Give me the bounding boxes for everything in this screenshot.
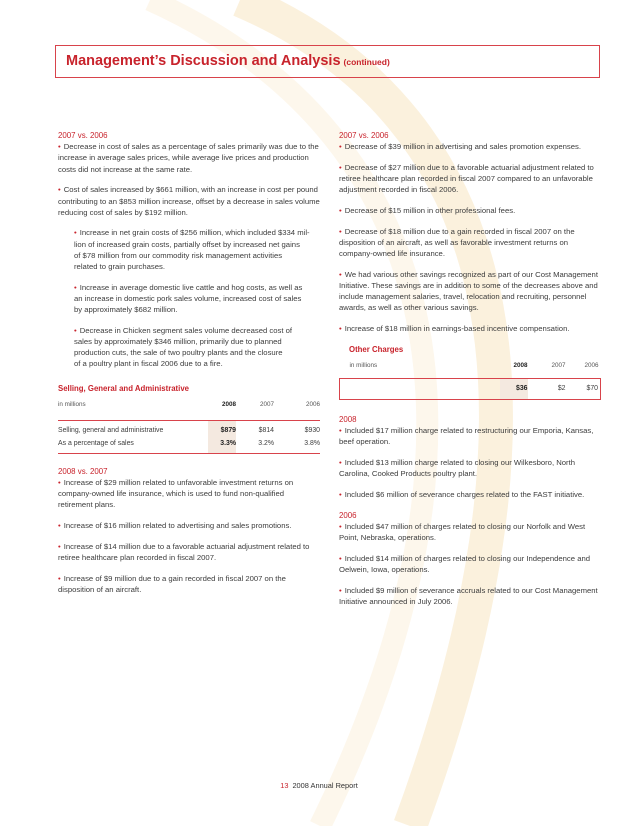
line: Increase in net grain costs of $256 million, which included $334 mil-: [79, 228, 310, 238]
line: production cuts, the sale of two poultry plants and the closure: [74, 348, 283, 358]
bullet-icon: •: [58, 478, 61, 488]
paragraph-text: Decrease of $18 million due to a gain recorded in fiscal 2007 on the disposition of an aircraft, as well as favorable investment returns on company-owned life insurance.: [339, 226, 575, 259]
table-row: [340, 379, 601, 400]
paragraph: [58, 520, 320, 531]
paragraph-text: Decrease of $27 million due to a favorable actuarial adjustment related to retiree healthcare plan recorded in fiscal 2007 compared to an unfavorable adjustment recorded in fiscal 2006.: [339, 162, 594, 195]
row-label: As a percentage of sales: [58, 439, 134, 447]
bullet-icon: •: [58, 185, 61, 195]
value-2008: 3.3%: [208, 437, 236, 454]
bullet-icon: •: [339, 142, 342, 152]
paragraph-text: We had various other savings recognized as part of our Cost Management Initiative. These savings are in addition to some of the decreases above and include management salaries, travel, relocation and recruiting, personnel awards, as well as other various savings.: [339, 269, 598, 313]
unit-label: in millions: [349, 362, 378, 370]
paragraph-text: Included $17 million charge related to restructuring our Emporia, Kansas, beef operation.: [339, 426, 594, 447]
continued-label: (continued): [343, 57, 390, 67]
year-header: 2006: [584, 362, 599, 370]
bullet-icon: •: [74, 325, 77, 335]
sub-bullet-grain-costs: [58, 227, 320, 272]
paragraph-text: Increase of $14 million due to a favorable actuarial adjustment related to retiree healthcare plan recorded in fiscal 2007.: [58, 541, 310, 563]
paragraph-text: Increase of $18 million in earnings-based incentive compensation.: [344, 324, 570, 334]
sub-bullet-cattle-hog: [58, 282, 320, 316]
paragraph-text: Included $47 million of charges related to closing our Norfolk and West Point, Nebraska, operations.: [339, 521, 586, 543]
section-heading-2008-vs-2007: 2008 vs. 2007: [58, 466, 108, 476]
right-column: [339, 130, 601, 617]
page-title: [66, 53, 390, 69]
value-2007: 3.2%: [258, 439, 274, 447]
paragraph: [58, 184, 320, 218]
value-2008: $36: [500, 379, 528, 400]
line: related to grain purchases.: [74, 262, 166, 272]
year-header: 2007: [259, 401, 274, 409]
table-row: [58, 437, 320, 454]
paragraph: [339, 141, 601, 152]
paragraph-text: Included $13 million charge related to closing our Wilkesboro, North Carolina, Cooked Products poultry plant.: [339, 458, 576, 479]
line: Increase in average domestic live cattle and hog costs, as well as: [79, 282, 303, 292]
line: by approximately $682 million.: [74, 305, 178, 315]
value-2006: $70: [586, 385, 598, 393]
value-2006: 3.8%: [304, 439, 320, 447]
line: lion of increased grain costs, partially offset by increased net gains: [74, 239, 300, 249]
paragraph-text: Increase of $9 million due to a gain recorded in fiscal 2007 on the disposition of an aircraft.: [58, 573, 286, 594]
other-charges-table: [339, 359, 601, 400]
line: Decrease in Chicken segment sales volume decreased cost of: [79, 325, 293, 335]
bullet-icon: •: [339, 162, 342, 172]
paragraph-text: Increase of $16 million related to advertising and sales promotions.: [63, 521, 292, 531]
paragraph-text: Decrease in cost of sales as a percentage of sales primarily was due to the increase in average sales prices, while average live prices and production costs did not increase at the same rate.: [58, 142, 319, 174]
paragraph: [339, 457, 601, 479]
section-heading-2007-vs-2006: 2007 vs. 2006: [339, 131, 389, 140]
paragraph-text: Decrease of $15 million in other professional fees.: [344, 206, 516, 216]
table-row: [58, 420, 320, 437]
paragraph: [339, 226, 601, 260]
bullet-icon: •: [74, 228, 77, 238]
section-heading-2007-vs-2006: 2007 vs. 2006: [58, 131, 108, 140]
section-header-box: [55, 45, 600, 78]
value-2007: $814: [258, 426, 274, 434]
bullet-icon: •: [74, 282, 77, 292]
paragraph: [339, 425, 601, 447]
paragraph: [339, 489, 601, 500]
value-2006: $930: [304, 426, 320, 434]
paragraph: [58, 573, 320, 595]
table-header-row: [58, 398, 320, 412]
paragraph: [58, 141, 320, 175]
bullet-icon: •: [58, 573, 61, 583]
sub-bullet-chicken: [58, 325, 320, 370]
paragraph: [58, 541, 320, 563]
sga-table: [58, 398, 320, 454]
year-header: 2008: [513, 362, 528, 370]
paragraph: [339, 521, 601, 543]
page-number: 13: [280, 781, 289, 790]
line: an increase in domestic pork sales volume, increased cost of sales: [74, 293, 302, 303]
paragraph-text: Included $6 million of severance charges related to the FAST initiative.: [344, 490, 585, 500]
row-label: Selling, general and administrative: [58, 426, 164, 434]
paragraph: [339, 205, 601, 216]
section-heading-2008: 2008: [339, 415, 357, 425]
bullet-icon: •: [339, 490, 342, 500]
bullet-icon: •: [339, 324, 342, 334]
paragraph-text: Decrease of $39 million in advertising and sales promotion expenses.: [344, 142, 582, 152]
paragraph: [339, 323, 601, 334]
page-footer: [0, 781, 638, 790]
bullet-icon: •: [339, 521, 342, 531]
bullet-icon: •: [339, 206, 342, 216]
paragraph: [339, 162, 601, 196]
bullet-icon: •: [58, 541, 61, 551]
line: of a poultry plant in fiscal 2006 due to a fire.: [74, 359, 223, 369]
line: of $78 million from our commodity risk management activities: [74, 250, 283, 260]
report-label: 2008 Annual Report: [292, 781, 358, 790]
sga-table-title: Selling, General and Administrative: [58, 383, 189, 393]
paragraph: [339, 269, 601, 314]
paragraph: [339, 553, 601, 575]
table-header-row: [340, 359, 601, 373]
value-2007: $2: [557, 385, 566, 393]
bullet-icon: •: [339, 226, 342, 236]
page-title-text: Management’s Discussion and Analysis: [66, 53, 341, 69]
bullet-icon: •: [58, 521, 61, 531]
year-header: 2007: [551, 362, 566, 370]
line: sales by approximately $346 million, primarily due to planned: [74, 337, 282, 347]
bullet-icon: •: [339, 458, 342, 468]
paragraph-text: Increase of $29 million related to unfavorable investment returns on company-owned life insurance, which is used to fund non-qualified retirement plans.: [58, 478, 294, 510]
bullet-icon: •: [339, 553, 342, 563]
section-heading-2006: 2006: [339, 510, 357, 520]
bullet-icon: •: [339, 426, 342, 436]
unit-label: in millions: [58, 401, 86, 409]
paragraph-text: Included $14 million of charges related to closing our Independence and Oelwein, Iowa, operations.: [339, 553, 591, 575]
paragraph-text: Included $9 million of severance accruals related to our Cost Management Initiative announced in July 2006.: [339, 585, 598, 606]
paragraph-text: Cost of sales increased by $661 million, with an increase in cost per pound contributing to an $853 million increase, offset by a decrease in sales volume reducing cost of sales by $192 million.: [58, 185, 320, 217]
bullet-icon: •: [58, 142, 61, 152]
bullet-icon: •: [339, 585, 342, 595]
year-header: 2008: [221, 401, 236, 409]
paragraph: [58, 477, 320, 511]
year-header: 2006: [305, 401, 320, 409]
value-2008: $879: [208, 420, 236, 437]
paragraph: [339, 585, 601, 607]
other-charges-title: Other Charges: [349, 344, 404, 354]
bullet-icon: •: [339, 269, 342, 279]
left-column: [58, 130, 320, 605]
